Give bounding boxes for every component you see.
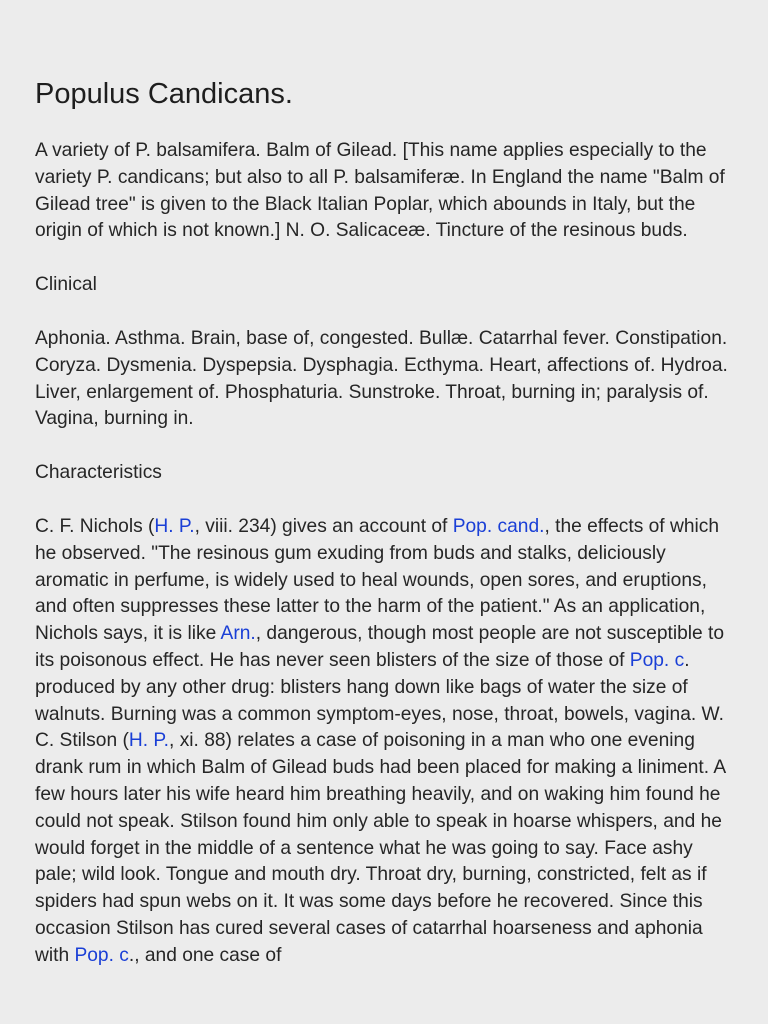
remedy-link-pop-cand[interactable]: Pop. cand.: [452, 515, 545, 537]
text-segment: , the effects of which he observed. "The resinous gum exuding from buds and stalks, deliciously aromatic in perfume, is widely used to heal wounds, open sores, and eruptions, and often suppresses these latter to the harm of the patient." As an application, Nichols says, it is like: [35, 515, 720, 645]
characteristics-heading: Characteristics: [35, 462, 162, 484]
text-segment: , dangerous, though most people are not susceptible to its poisonous effect. He has never seen blisters of the size of those of: [35, 623, 725, 671]
text-segment: , viii. 234) gives an account of: [194, 515, 453, 537]
text-segment: ., and one case of: [128, 944, 282, 966]
remedy-link-pop-c[interactable]: Pop. c: [74, 944, 129, 966]
text-segment: , xi. 88) relates a case of poisoning in a man who one evening drank rum in which Balm of Gilead buds had been placed for making a liniment. A few hours later his wife heard him breathing heavily, and on waking him found he could not speak. Stilson found him only able to speak in hoarse whispers, and he would forget in the middle of a sentence what he was going to say. Face ashy pale; wild look. Tongue and mouth dry. Throat dry, burning, constricted, felt as if spiders had spun webs on it. It was some days before he recovered. Since this occasion Stilson has cured several cases of catarrhal hoarseness and aphonia with: [35, 730, 726, 966]
clinical-paragraph: Aphonia. Asthma. Brain, base of, congested. Bullæ. Catarrhal fever. Constipation. Coryza. Dysmenia. Dyspepsia. Dysphagia. Ecthyma. Heart, affections of. Hydroa. Liver, enlargement of. Phosphaturia. Sunstroke. Throat, burning in; paralysis of. Vagina, burning in.: [35, 327, 728, 430]
remedy-link-pop-c[interactable]: Pop. c: [629, 649, 685, 671]
intro-paragraph: A variety of P. balsamifera. Balm of Gilead. [This name applies especially to the variety P. candicans; but also to all P. balsamiferæ. In England the name "Balm of Gilead tree" is given to the Black Italian Poplar, which abounds in Italy, but the origin of which is not known.] N. O. Salicaceæ. Tincture of the resinous buds.: [35, 140, 725, 242]
text-segment: . produced by any other drug: blisters hang down like bags of water the size of walnuts. Burning was a common symptom-eyes, nose, throat, bowels, vagina. W. C. Stilson (: [35, 649, 724, 752]
clinical-heading: Clinical: [35, 274, 97, 296]
reference-link-hp-viii[interactable]: H. P.: [154, 515, 195, 537]
characteristics-paragraph: [35, 514, 734, 970]
remedy-link-arn[interactable]: Arn.: [220, 623, 256, 645]
text-segment: C. F. Nichols (: [35, 515, 155, 537]
reference-link-hp-xi[interactable]: H. P.: [128, 730, 170, 752]
page-title: Populus Candicans.: [35, 78, 293, 110]
